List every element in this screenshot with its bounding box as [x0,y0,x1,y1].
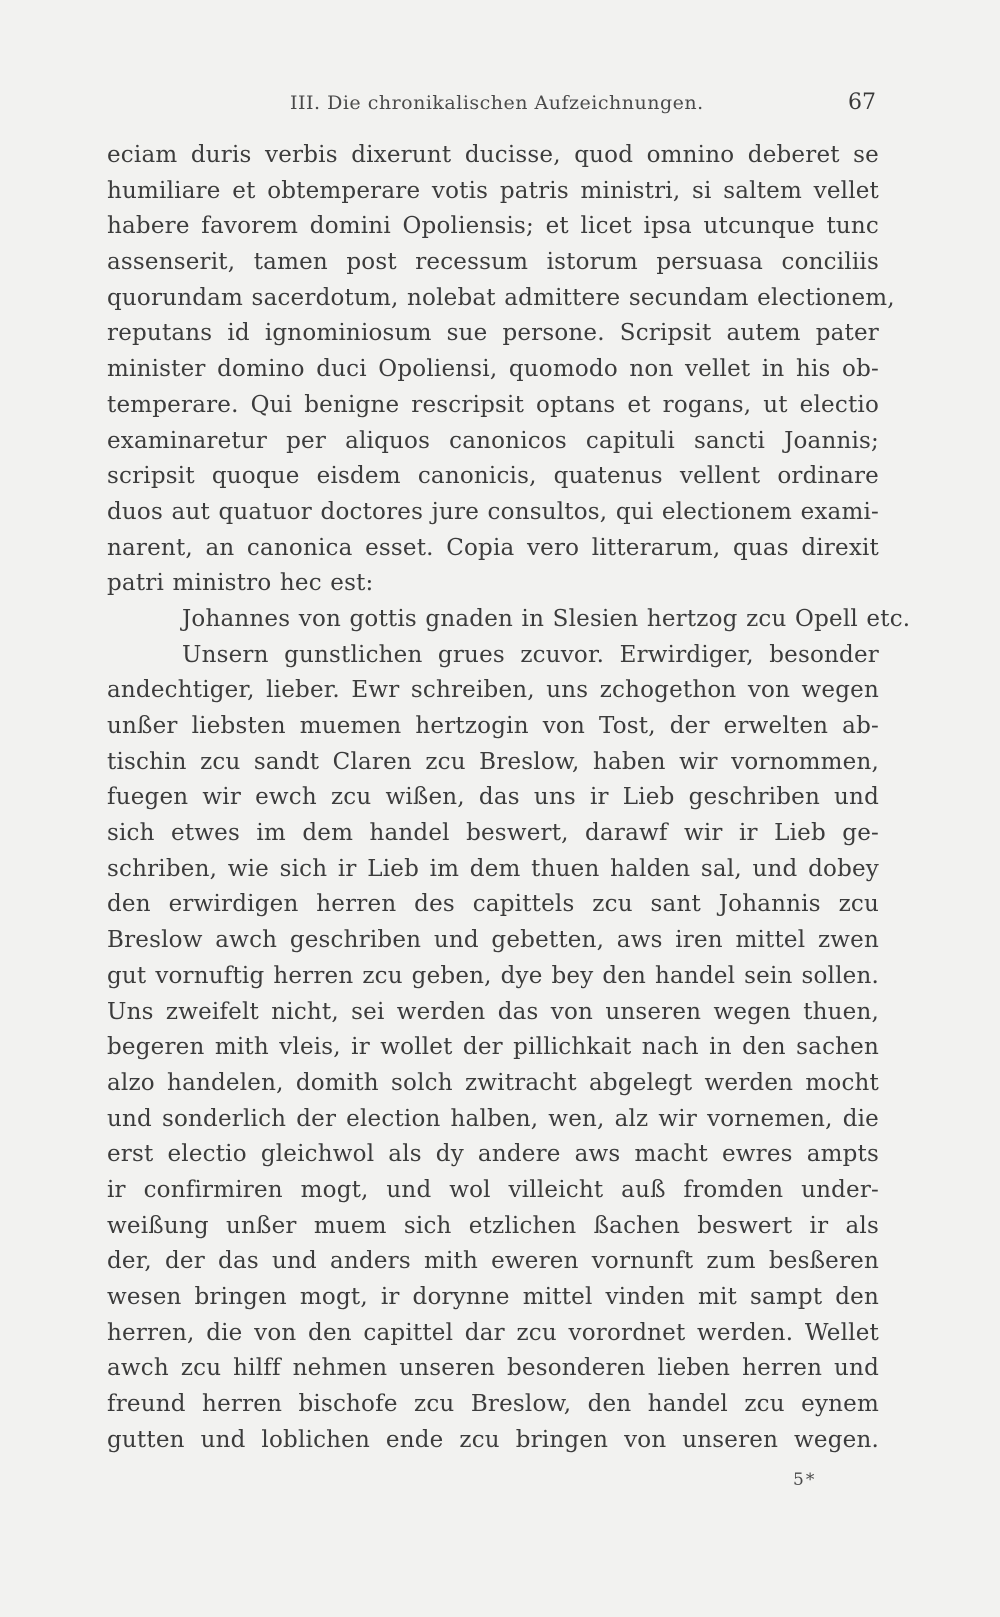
text-line: duos aut quatuor doctores jure consultos, qui electionem exami- [107,498,879,525]
letter-line: weißung unßer muem sich etzlichen ßachen beswert ir als [107,1212,879,1239]
letter-line: Breslow awch geschriben und gebetten, aws iren mittel zwen [107,927,879,954]
body-text [107,138,911,1458]
text-line: habere favorem domini Opoliensis; et licet ipsa utcunque tunc [107,213,879,240]
letter-line: ir confirmiren mogt, und wol villeicht auß fromden under- [107,1176,879,1203]
letter-line: wesen bringen mogt, ir dorynne mittel vinden mit sampt den [107,1284,879,1310]
text-line: minister domino duci Opoliensi, quomodo non vellet in his ob- [107,356,879,383]
letter-line: begeren mith vleis, ir wollet der pillichkait nach in den sachen [107,1034,879,1061]
text-line: patri ministro hec est: [107,570,374,597]
letter-line: erst electio gleichwol als dy andere aws macht ewres ampts [107,1141,879,1168]
text-line: narent, an canonica esset. Copia vero litterarum, quas direxit [107,534,879,561]
letter-line: tischin zcu sandt Claren zcu Breslow, haben wir vornommen, [107,748,879,775]
letter-line: gutten und loblichen ende zcu bringen von unseren wegen. [107,1426,879,1453]
letter-line: schriben, wie sich ir Lieb im dem thuen halden sal, und dobey [107,855,879,882]
letter-line: fuegen wir ewch zcu wißen, das uns ir Lieb geschriben und [107,784,879,811]
letter-line: awch zcu hilff nehmen unseren besonderen lieben herren und [107,1355,879,1382]
text-line: humiliare et obtemperare votis patris ministri, si saltem vellet [107,177,879,204]
letter-line: unßer liebsten muemen hertzogin von Tost, der erwelten ab- [107,713,879,739]
letter-line: andechtiger, lieber. Ewr schreiben, uns zchogethon von wegen [107,677,879,704]
text-line: assenserit, tamen post recessum istorum persuasa conciliis [107,249,879,276]
letter-line: sich etwes im dem handel beswert, darawf wir ir Lieb ge- [107,820,879,847]
letter-line: alzo handelen, domith solch zwitracht abgelegt werden mocht [107,1069,879,1096]
letter-line: den erwirdigen herren des capittels zcu sant Johannis zcu [107,891,879,918]
letter-heading: Johannes von gottis gnaden in Slesien hertzog zcu Opell etc. [182,605,911,632]
text-line: quorundam sacerdotum, nolebat admittere secundam electionem, [107,284,895,311]
letter-line: gut vornuftig herren zcu geben, dye bey den handel sein sollen. [107,962,879,989]
text-line: scripsit quoque eisdem canonicis, quatenus vellent ordinare [107,463,879,490]
signature-mark: 5* [793,1470,817,1490]
letter-line: herren, die von den capittel dar zcu vorordnet werden. Wellet [107,1319,879,1346]
running-title: III. Die chronikalischen Aufzeichnungen. [290,92,704,114]
text-line: reputans id ignominiosum sue persone. Scripsit autem pater [107,320,879,347]
letter-line: und sonderlich der election halben, wen, alz wir vornemen, die [107,1105,879,1132]
text-line: eciam duris verbis dixerunt ducisse, quod omnino deberet se [107,142,879,168]
page-number: 67 [848,90,876,115]
letter-line: Uns zweifelt nicht, sei werden das von unseren wegen thuen, [107,998,879,1025]
letter-line: der, der das und anders mith eweren vornunft zum besßeren [107,1248,879,1275]
letter-line: Unsern gunstlichen grues zcuvor. Erwirdiger, besonder [182,641,879,668]
letter-line: freund herren bischofe zcu Breslow, den handel zcu eynem [107,1391,879,1418]
text-line: examinaretur per aliquos canonicos capituli sancti Joannis; [107,427,879,454]
text-line: temperare. Qui benigne rescripsit optans et rogans, ut electio [107,391,879,418]
